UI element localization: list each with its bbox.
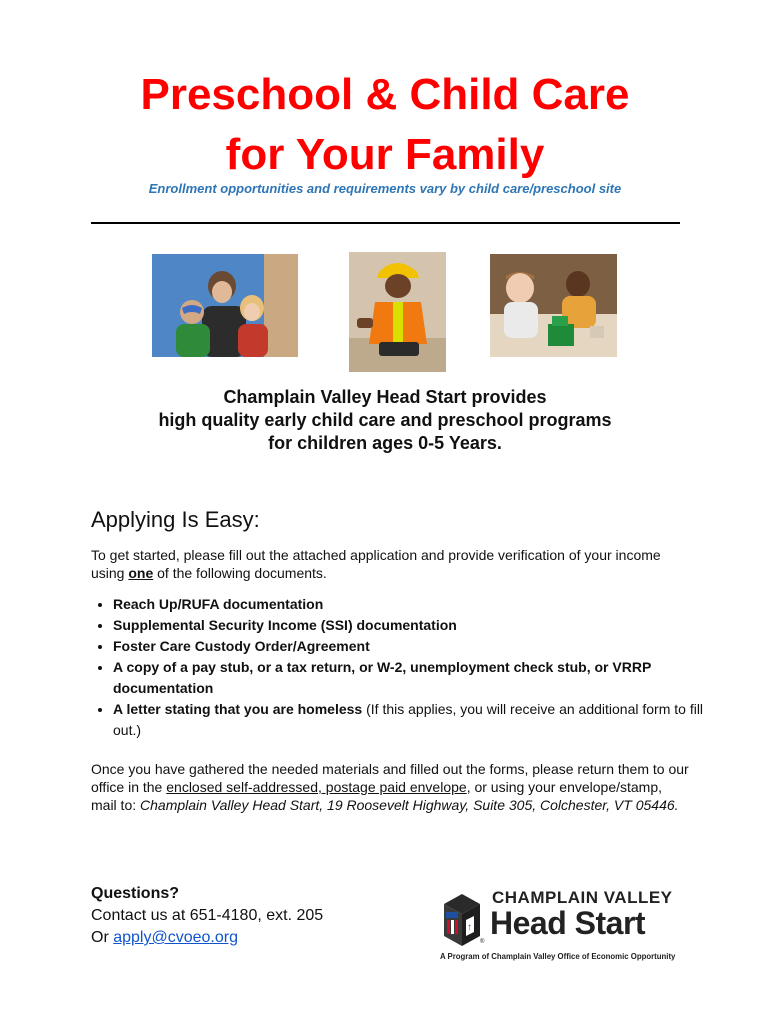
list-item: • A copy of a pay stub, or a tax return, or W-2, unemployment check stub, or VRRP documentation xyxy=(113,657,713,699)
intro-line-3: for children ages 0-5 Years. xyxy=(268,433,502,453)
list-item: • Supplemental Security Income (SSI) documentation xyxy=(113,615,713,636)
subtitle: Enrollment opportunities and requirements vary by child care/preschool site xyxy=(148,181,622,196)
list-item: • Foster Care Custody Order/Agreement xyxy=(113,636,713,657)
intro-line-1: Champlain Valley Head Start provides xyxy=(223,387,547,407)
questions-heading: Questions? xyxy=(91,885,180,902)
logo-tagline: A Program of Champlain Valley Office of Economic Opportunity xyxy=(440,952,676,961)
documents-list xyxy=(91,594,713,741)
mailing-address: Champlain Valley Head Start, 19 Roosevelt Highway, Suite 305, Colchester, VT 05446. xyxy=(140,797,679,813)
instructions-text-after: of the following documents. xyxy=(153,565,327,581)
contact-email-line xyxy=(91,927,323,949)
svg-text:↑: ↑ xyxy=(467,922,472,933)
logo-head-start: Head Start xyxy=(490,905,646,941)
photo-child-with-hardhat xyxy=(349,252,446,372)
return-text-1: Once you have gathered the needed materials and filled out the forms, please return them to our office in the xyxy=(91,761,689,795)
homeless-bold-text: A letter stating that you are homeless xyxy=(113,701,363,717)
return-paragraph xyxy=(91,760,691,814)
applying-heading: Applying Is Easy: xyxy=(91,507,260,532)
email-link[interactable]: apply@cvoeo.org xyxy=(113,929,238,946)
list-item-homeless xyxy=(113,699,713,741)
title-line-2: for Your Family xyxy=(225,130,545,179)
title-line-1: Preschool & Child Care xyxy=(140,70,630,119)
contact-phone: Contact us at 651-4180, ext. 205 xyxy=(91,907,324,924)
intro-line-2: high quality early child care and preschool programs xyxy=(158,410,612,430)
blocks-logo-icon xyxy=(440,890,484,948)
instructions-emphasis: one xyxy=(128,565,154,581)
registered-mark: ® xyxy=(480,939,485,945)
instructions-paragraph xyxy=(91,546,691,582)
homeless-note-text: (If this applies, you will receive an additional form to fill out.) xyxy=(113,701,704,738)
head-start-logo xyxy=(440,888,690,968)
list-item: • Reach Up/RUFA documentation xyxy=(113,594,713,615)
intro-statement xyxy=(0,386,770,455)
or-label: Or xyxy=(91,929,114,946)
photo-children-playing-blocks xyxy=(490,254,617,357)
return-text-2: , or using your envelope/stamp, mail to: xyxy=(91,779,663,813)
instructions-text-before: To get started, please fill out the attached application and provide verification of your income using xyxy=(91,547,661,581)
logo-champlain-valley: CHAMPLAIN VALLEY xyxy=(492,888,673,907)
divider xyxy=(91,222,680,224)
photo-adult-with-children xyxy=(152,254,298,357)
questions-block xyxy=(91,883,323,949)
return-envelope-text: enclosed self-addressed, postage paid envelope xyxy=(166,779,467,795)
